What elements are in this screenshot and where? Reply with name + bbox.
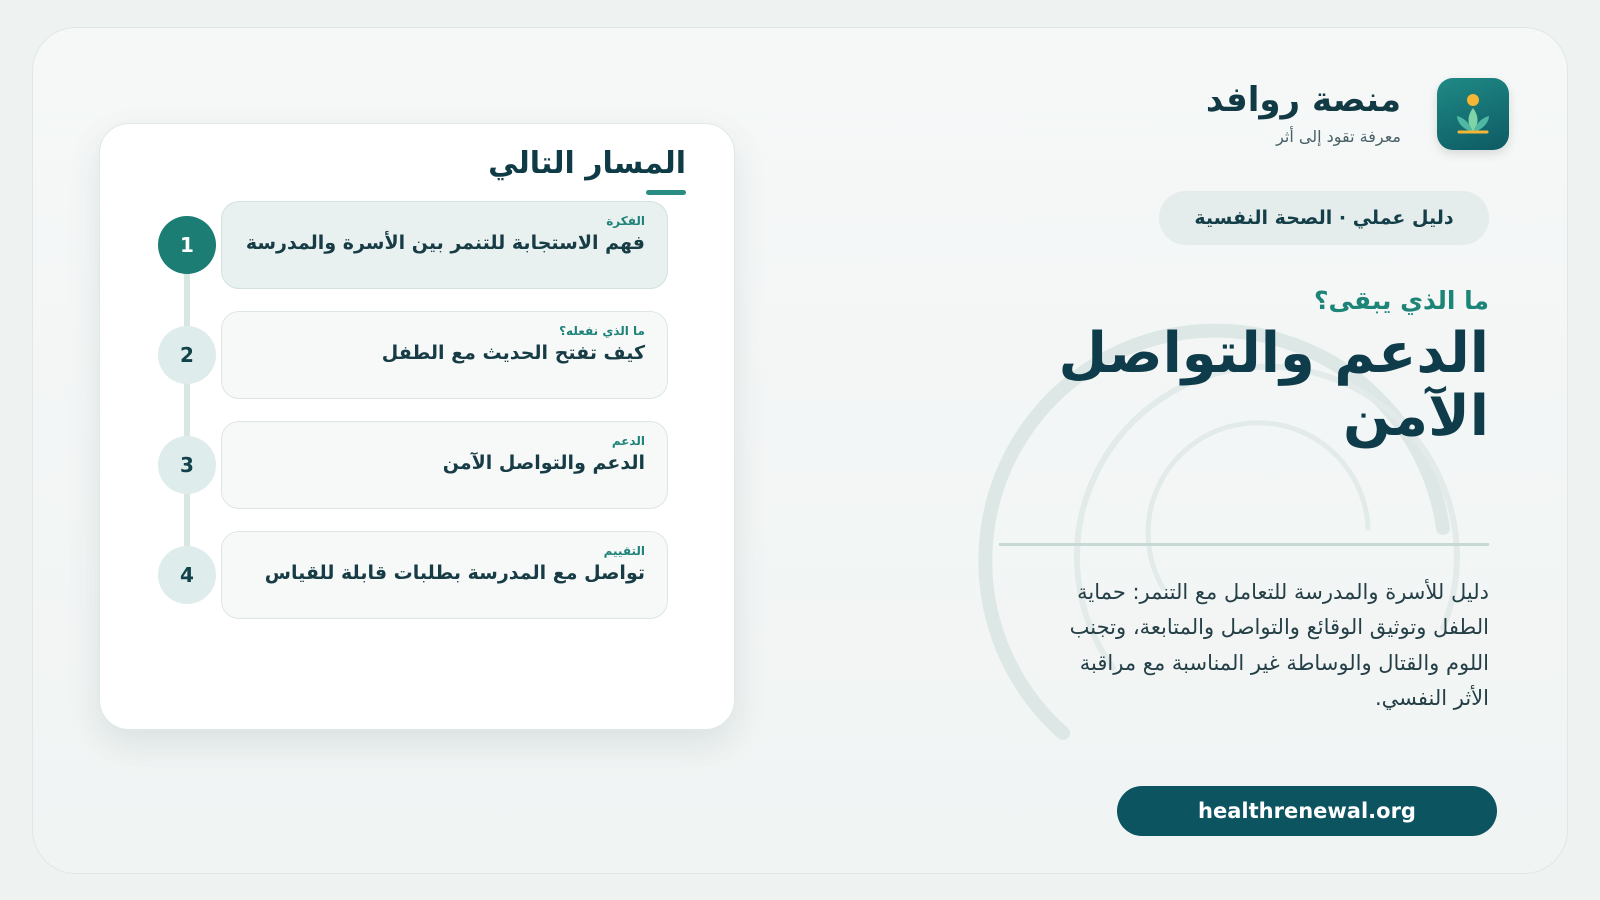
path-card-title: المسار التالي [488,146,686,181]
page-title: الدعم والتواصل الآمن [1058,321,1489,450]
title-underline [646,190,686,195]
description: دليل للأسرة والمدرسة للتعامل مع التنمر: حماية الطفل وتوثيق الوقائع والتواصل والمتابعة، وتجنب اللوم والقتال والوساطة غير المناسبة مع مراقبة الأثر النفسي. [1069,580,1489,710]
slide-frame [32,27,1568,874]
brand-name: منصة روافد [1205,79,1401,120]
brand-header [1206,78,1509,150]
timeline-line [184,244,190,574]
step-kicker: ما الذي نفعله؟ [559,324,645,338]
step-kicker: الفكرة [606,214,645,228]
step-label: تواصل مع المدرسة بطلبات قابلة للقياس [264,561,645,584]
category-badge: دليل عملي · الصحة النفسية [1159,191,1489,245]
path-step-4[interactable] [221,531,668,619]
step-label: كيف تفتح الحديث مع الطفل [381,341,645,364]
path-step-2[interactable] [221,311,668,399]
brand-text [1205,79,1401,147]
step-number: 2 [158,326,216,384]
step-label: الدعم والتواصل الآمن [442,451,645,474]
path-card [99,123,735,730]
step-kicker: التقييم [603,544,645,558]
step-number: 3 [158,436,216,494]
step-label: فهم الاستجابة للتنمر بين الأسرة والمدرسة [245,231,645,254]
website-link[interactable]: healthrenewal.org [1117,786,1497,836]
path-step-3[interactable] [221,421,668,509]
path-step-1[interactable] [221,201,668,289]
headline-kicker: ما الذي يبقى؟ [1314,286,1489,315]
divider [999,543,1489,546]
lotus-sun-logo-icon [1437,78,1509,150]
step-number: 1 [158,216,216,274]
brand-tagline: معرفة تقود إلى أثر [1276,127,1401,147]
step-kicker: الدعم [611,434,645,448]
step-number: 4 [158,546,216,604]
